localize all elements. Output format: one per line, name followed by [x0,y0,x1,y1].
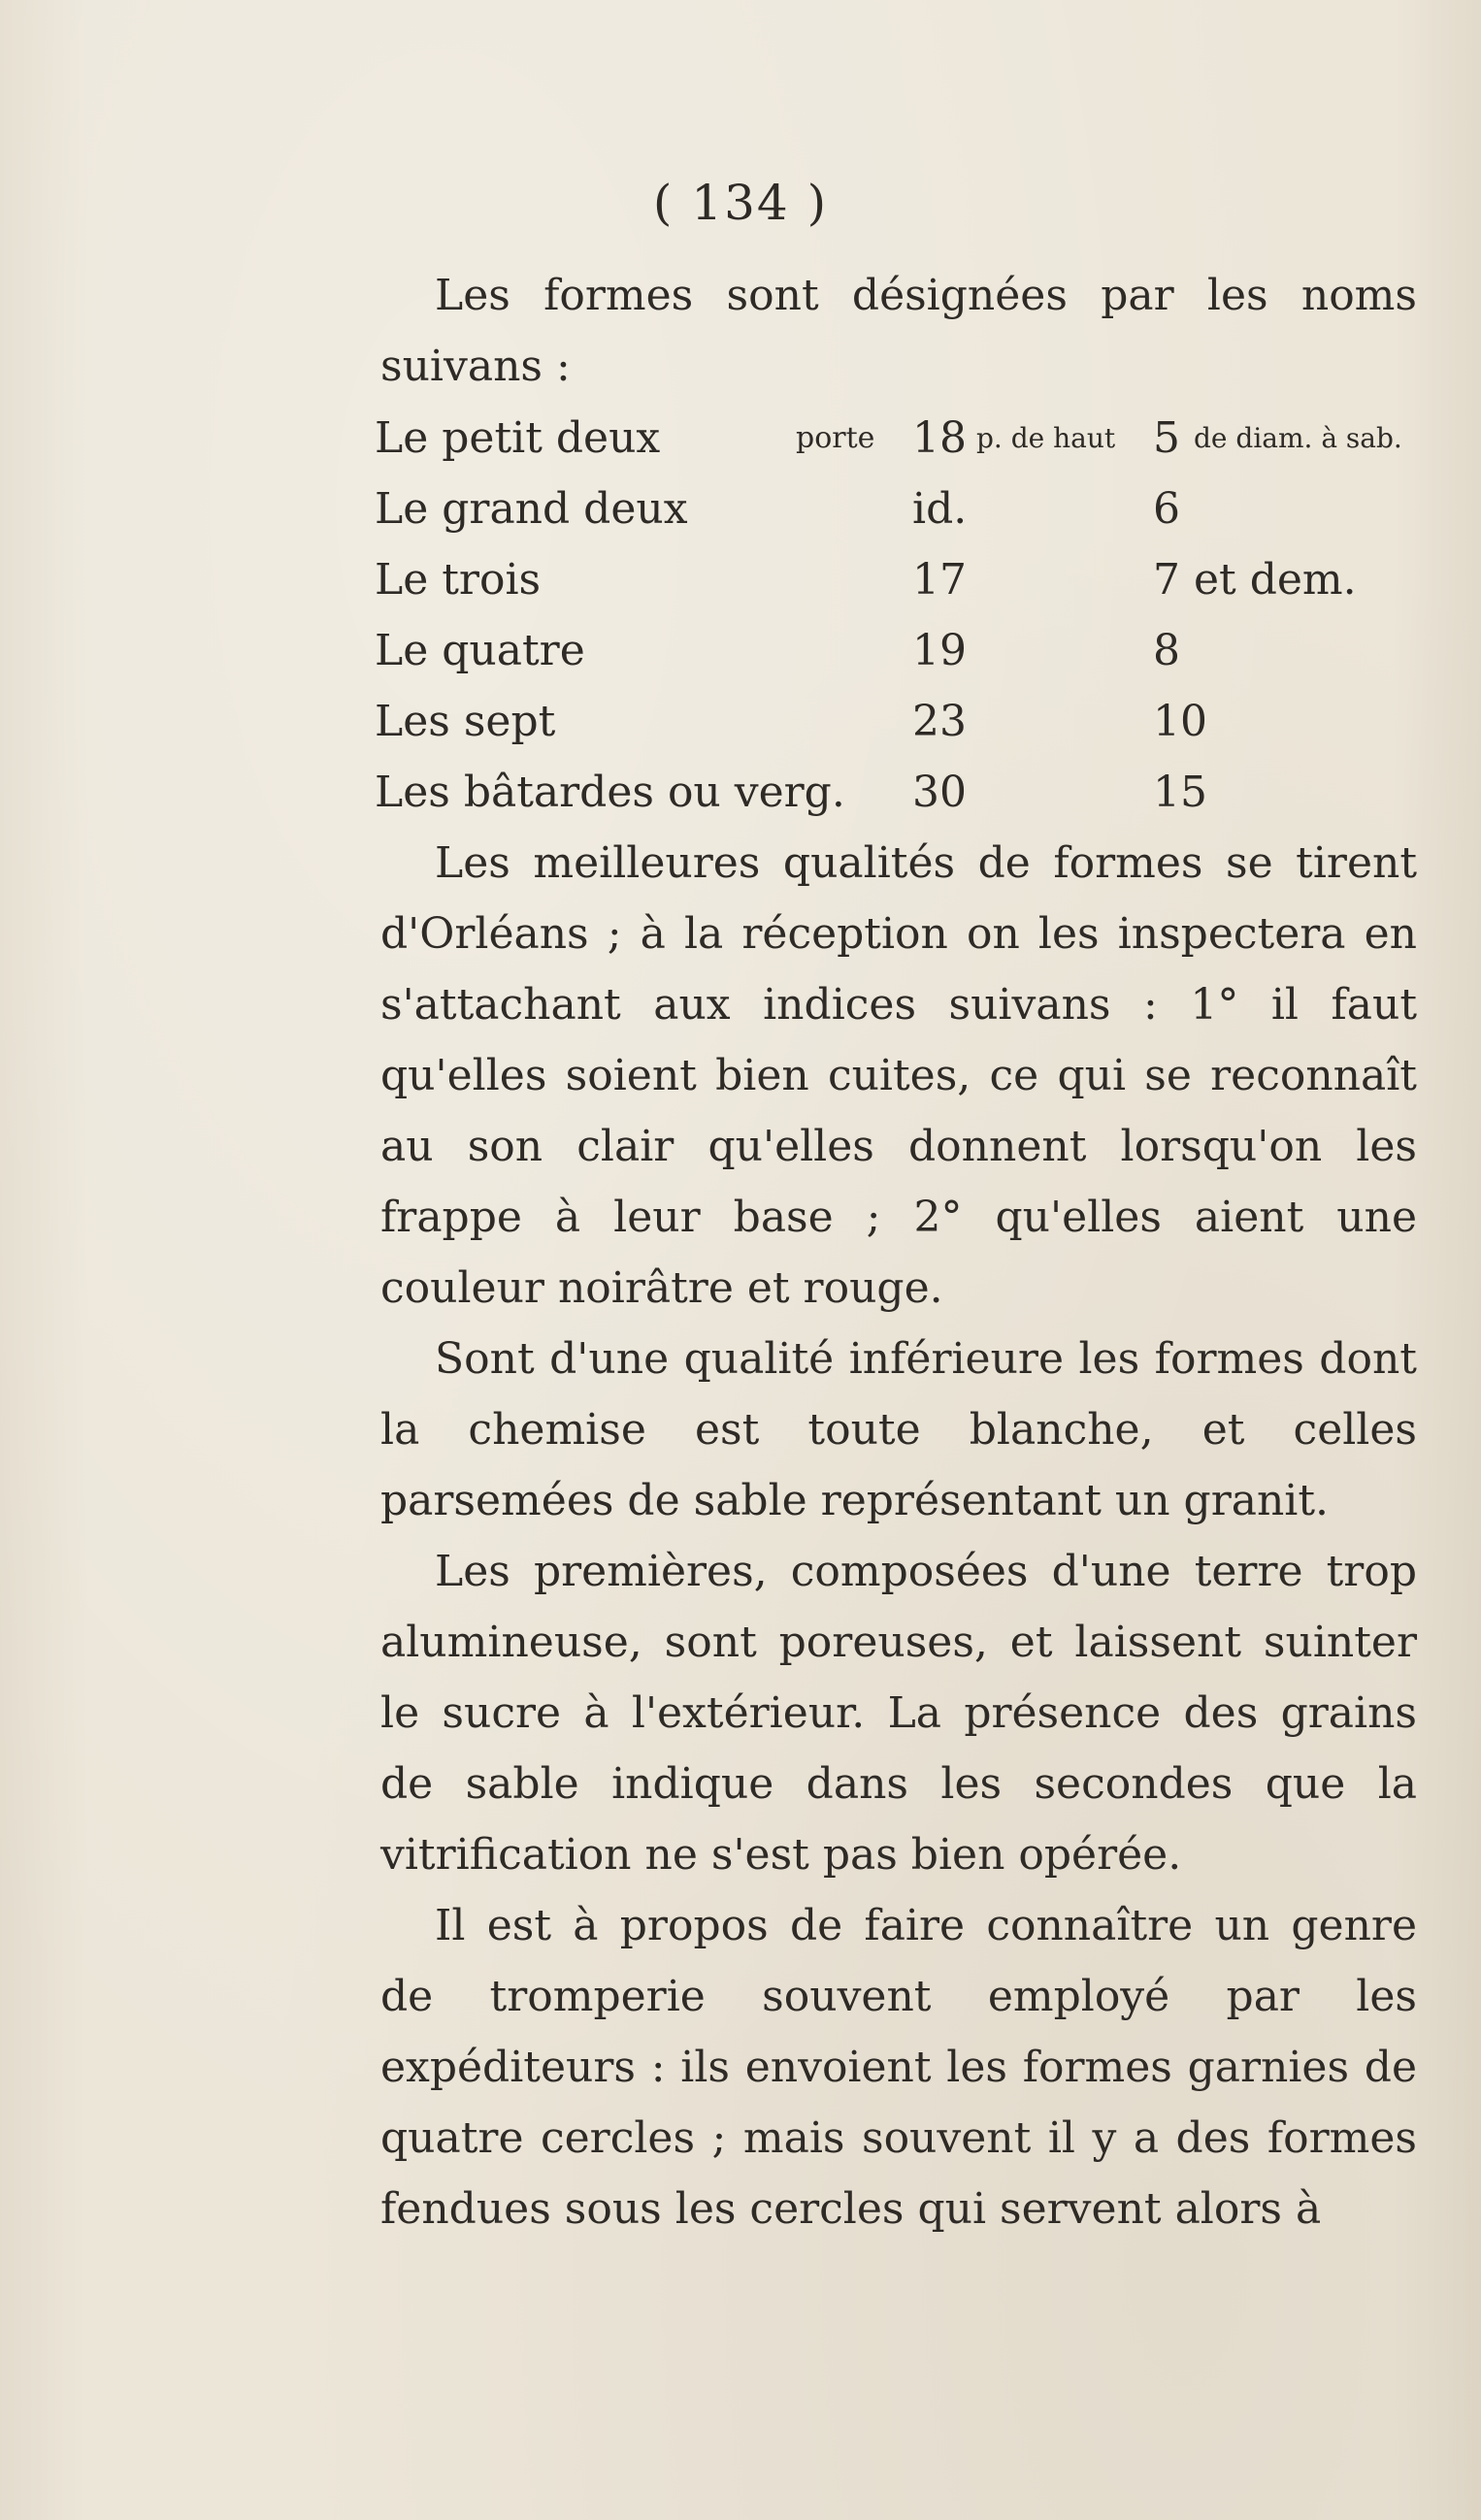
table-row [375,686,1423,757]
mould-sizes-table [375,403,1423,828]
height-value: 18 [912,413,967,463]
verb-label: porte [796,421,875,455]
diameter-value: 10 [1153,697,1207,746]
paragraph: Sont d'une qualité inférieure les formes dont la chemise est toute blanche, et celles parsemées de sable représentant un granit. [380,1334,1417,1525]
page-number: ( 134 ) [652,175,829,231]
height-unit: p. de haut [976,422,1116,454]
paragraph: Il est à propos de faire connaître un genre de tromperie souvent employé par les expéditeurs : ils envoient les formes garnies de quatre cercles ; mais souvent il y a des formes fendues sous les cercles qui servent alors à [380,1901,1417,2234]
diameter-value: 15 [1153,768,1207,817]
mould-name: Le trois [375,555,542,605]
diameter-value: 7 et dem. [1153,555,1357,605]
height-value: 19 [912,626,967,675]
mould-name: Les bâtardes ou verg. [375,768,845,817]
table-row [375,757,1423,828]
diameter-value: 6 [1153,484,1180,534]
intro-paragraph [380,260,1417,402]
height-value: 30 [912,768,967,817]
intro-line-2: suivans : [380,342,571,391]
paragraph: Les meilleures qualités de formes se tirent d'Orléans ; à la réception on les inspectera en s'attachant aux indices suivans : 1° il faut qu'elles soient bien cuites, ce qui se reconnaît au son clair qu'elles donnent lorsqu'on les frappe à leur base ; 2° qu'elles aient une couleur noirâtre et rouge. [380,838,1417,1313]
table-row [375,403,1423,474]
diameter-value: 5 [1153,413,1180,463]
paragraph: Les premières, composées d'une terre trop alumineuse, sont poreuses, et laissent suinter le sucre à l'extérieur. La présence des grains de sable indique dans les secondes que la vitrification ne s'est pas bien opérée. [380,1547,1417,1880]
height-value: id. [912,484,968,534]
mould-name: Le grand deux [375,484,688,534]
mould-name: Les sept [375,697,556,746]
intro-line-1: Les formes sont désignées par les noms [435,271,1417,320]
mould-name: Le quatre [375,626,585,675]
diameter-unit: de diam. à sab. [1194,422,1402,454]
table-row [375,615,1423,686]
mould-name: Le petit deux [375,413,661,463]
body-text [380,828,1417,2244]
diameter-value: 8 [1153,626,1180,675]
table-row [375,544,1423,615]
height-value: 23 [912,697,967,746]
table-row [375,474,1423,544]
height-value: 17 [912,555,967,605]
